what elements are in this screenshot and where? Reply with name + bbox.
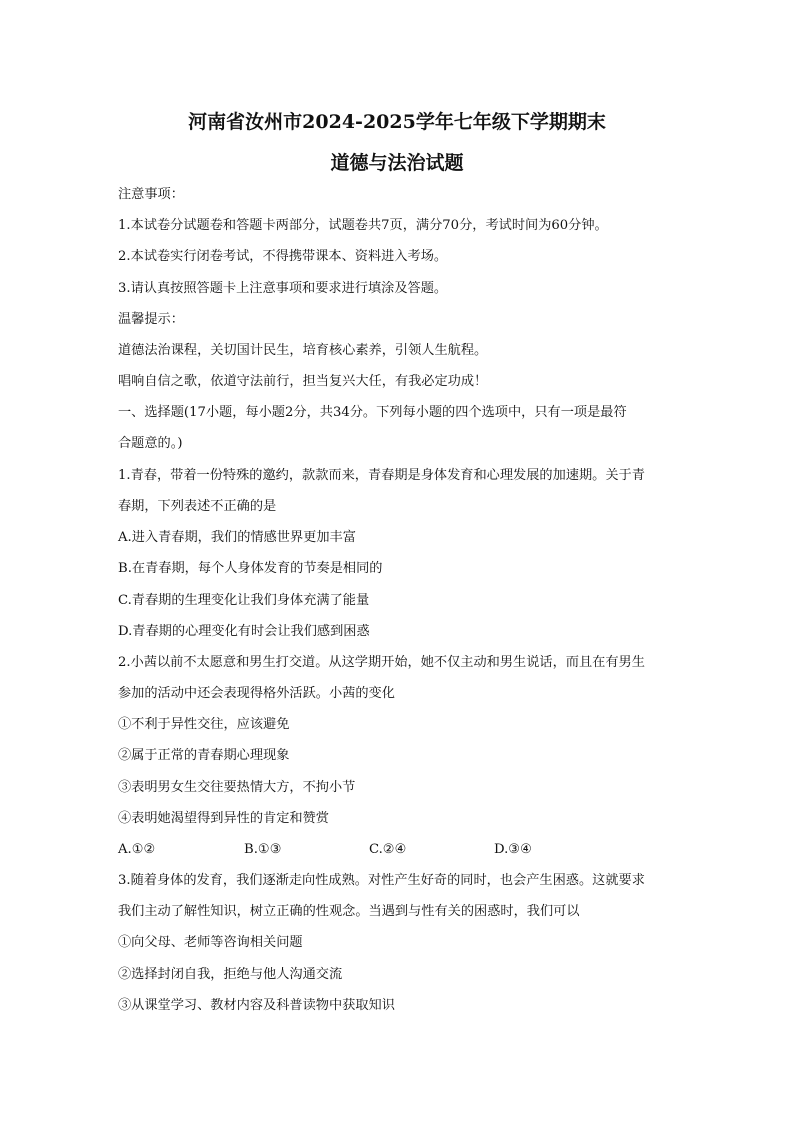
q1-option-a: A.进入青春期，我们的情感世界更加丰富 [118, 530, 356, 545]
q3-item-1: ①向父母、老师等咨询相关问题 [118, 935, 303, 950]
tips-line-1: 道德法治课程，关切国计民生，培育核心素养，引领人生航程。 [118, 343, 488, 358]
q2-item-4: ④表明她渴望得到异性的肯定和赞赏 [118, 811, 329, 826]
q2-stem-line-2: 参加的活动中还会表现得格外活跃。小茜的变化 [118, 686, 395, 701]
q2-item-1: ①不利于异性交往，应该避免 [118, 717, 290, 732]
section-instructions-line-1: 一、选择题(17小题，每小题2分，共34分。下列每小题的四个选项中，只有一项是最符 [118, 405, 627, 420]
q2-item-2: ②属于正常的青春期心理现象 [118, 748, 290, 763]
exam-subtitle: 道德与法治试题 [330, 152, 464, 174]
exam-title: 河南省汝州市2024-2025学年七年级下学期期末 [188, 111, 606, 133]
q2-choice-a: A.①② [118, 842, 156, 857]
notes-item-1: 1.本试卷分试题卷和答题卡两部分，试题卷共7页，满分70分，考试时间为60分钟。 [118, 218, 608, 233]
q3-item-2: ②选择封闭自我，拒绝与他人沟通交流 [118, 967, 343, 982]
q2-choice-b: B.①③ [244, 842, 282, 857]
q3-item-3: ③从课堂学习、教材内容及科普读物中获取知识 [118, 998, 395, 1013]
q1-stem-line-1: 1.青春，带着一份特殊的邀约，款款而来，青春期是身体发育和心理发展的加速期。关于青 [118, 468, 645, 483]
notes-item-3: 3.请认真按照答题卡上注意事项和要求进行填涂及答题。 [118, 281, 448, 296]
notes-heading: 注意事项： [118, 187, 184, 202]
tips-line-2: 唱响自信之歌，依道守法前行，担当复兴大任，有我必定功成！ [118, 374, 488, 389]
q1-option-d: D.青春期的心理变化有时会让我们感到困惑 [118, 624, 370, 639]
q1-option-c: C.青春期的生理变化让我们身体充满了能量 [118, 593, 370, 608]
section-instructions-line-2: 合题意的。) [118, 436, 183, 451]
q2-choice-c: C.②④ [369, 842, 407, 857]
notes-item-2: 2.本试卷实行闭卷考试，不得携带课本、资料进入考场。 [118, 249, 448, 264]
q2-stem-line-1: 2.小茜以前不太愿意和男生打交道。从这学期开始，她不仅主动和男生说话，而且在有男生 [118, 655, 645, 670]
q2-choice-d: D.③④ [494, 842, 532, 857]
q3-stem-line-1: 3.随着身体的发育，我们逐渐走向性成熟。对性产生好奇的同时，也会产生困惑。这就要求 [118, 873, 645, 888]
q2-item-3: ③表明男女生交往要热情大方，不拘小节 [118, 780, 356, 795]
q3-stem-line-2: 我们主动了解性知识，树立正确的性观念。当遇到与性有关的困惑时，我们可以 [118, 904, 580, 919]
q1-stem-line-2: 春期，下列表述不正确的是 [118, 499, 277, 514]
q1-option-b: B.在青春期，每个人身体发育的节奏是相同的 [118, 561, 383, 576]
tips-heading: 温馨提示： [118, 312, 184, 327]
